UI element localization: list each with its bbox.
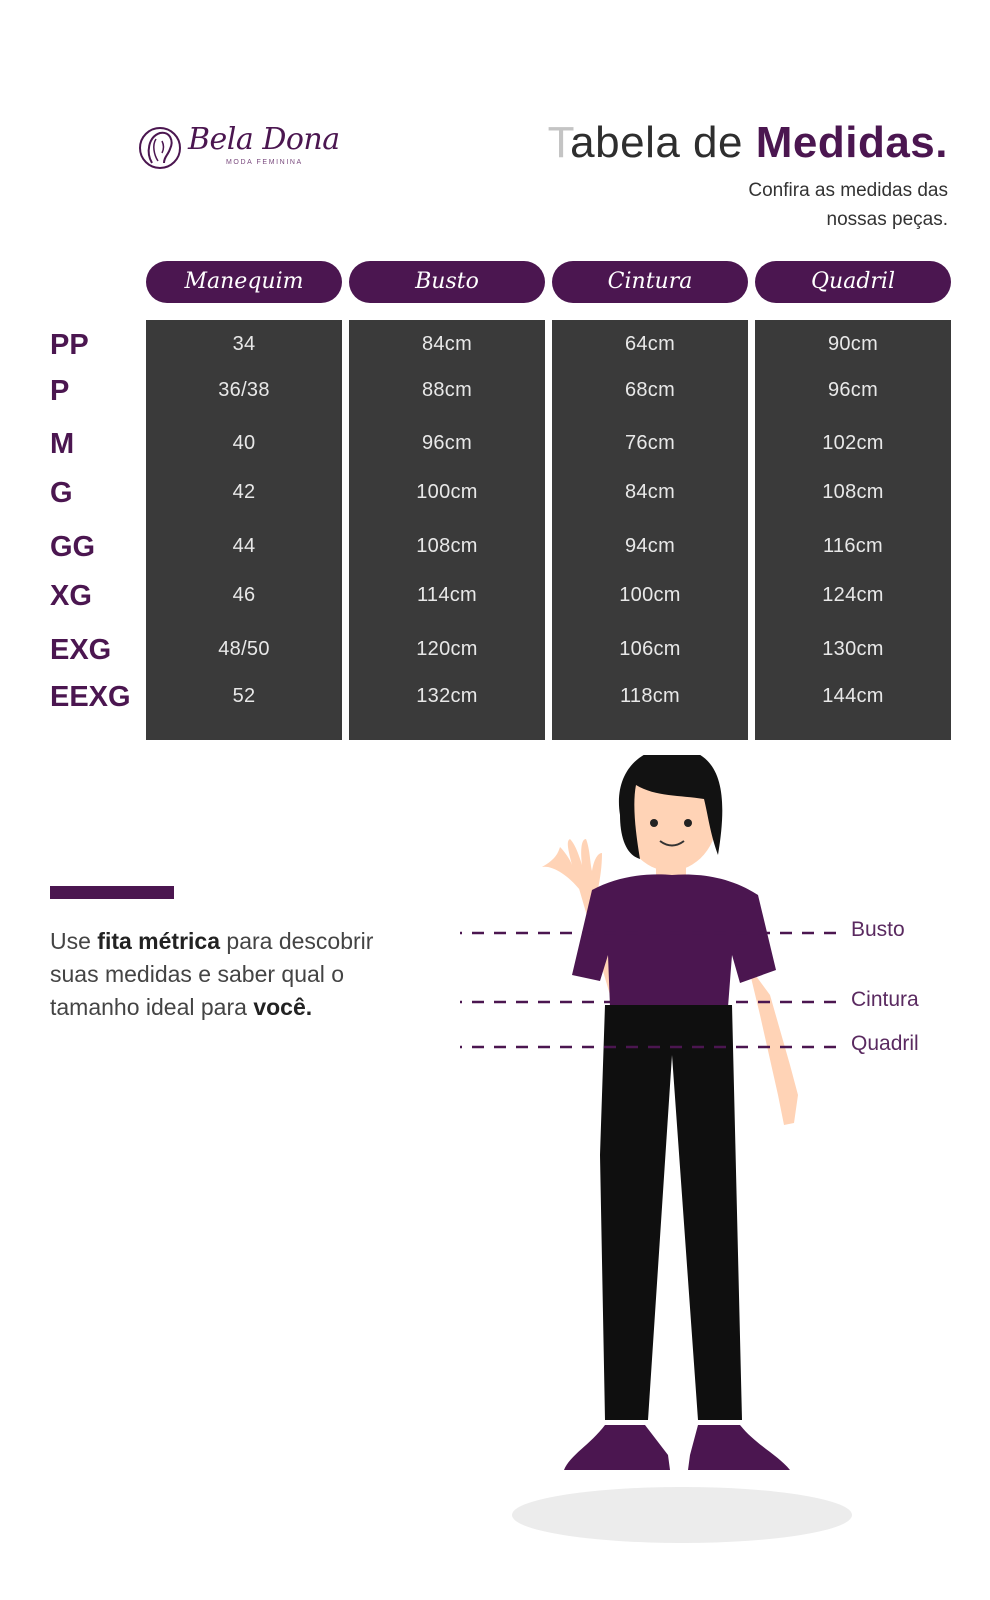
brand-name: Bela Dona — [188, 122, 340, 157]
column-busto — [349, 320, 545, 740]
table-cell: 36/38 — [218, 379, 270, 401]
table-cell: 108cm — [416, 535, 478, 557]
table-cell: 96cm — [421, 432, 473, 454]
measure-label-busto: Busto — [851, 918, 905, 941]
measure-label-quadril: Quadril — [851, 1032, 919, 1055]
table-cell: 84cm — [624, 481, 676, 503]
table-cell: 124cm — [822, 584, 884, 606]
table-cell: 118cm — [619, 685, 681, 707]
table-cell: 94cm — [624, 535, 676, 557]
table-cell: 52 — [232, 685, 256, 707]
table-cell: 130cm — [822, 638, 884, 660]
column-manequim — [146, 320, 342, 740]
measuring-tip — [50, 925, 410, 1024]
page-title — [548, 118, 948, 168]
table-cell: 108cm — [822, 481, 884, 503]
tip-bold-2: você. — [253, 994, 313, 1020]
brand-logo — [138, 122, 338, 174]
measure-label-cintura: Cintura — [851, 988, 919, 1011]
table-cell: 132cm — [416, 685, 478, 707]
table-cell: 90cm — [827, 333, 879, 355]
table-cell: 100cm — [619, 584, 681, 606]
table-cell: 114cm — [416, 584, 478, 606]
brand-tagline: MODA FEMININA — [226, 159, 303, 166]
tip-bold-1: fita métrica — [97, 928, 221, 954]
size-label-p: P — [50, 375, 70, 407]
table-cell: 96cm — [827, 379, 879, 401]
table-cell: 64cm — [624, 333, 676, 355]
accent-bar — [50, 886, 174, 899]
title-fade-letter: T — [547, 118, 571, 167]
table-cell: 68cm — [624, 379, 676, 401]
size-label-pp: PP — [50, 329, 89, 361]
table-cell: 88cm — [421, 379, 473, 401]
table-cell: 84cm — [421, 333, 473, 355]
table-cell: 76cm — [624, 432, 676, 454]
table-cell: 116cm — [822, 535, 884, 557]
subtitle-line2: nossas peças. — [826, 209, 948, 230]
size-label-g: G — [50, 477, 73, 509]
table-cell: 48/50 — [218, 638, 270, 660]
column-header-busto: Busto — [349, 261, 545, 303]
tip-text-1: Use — [50, 928, 98, 954]
table-cell: 120cm — [416, 638, 478, 660]
column-header-quadril: Quadril — [755, 261, 951, 303]
table-cell: 44 — [232, 535, 256, 557]
size-label-m: M — [50, 428, 75, 460]
size-label-xg: XG — [50, 580, 92, 612]
subtitle-line1: Confira as medidas das — [748, 180, 948, 201]
column-header-manequim: Manequim — [146, 261, 342, 303]
table-cell: 102cm — [822, 432, 884, 454]
column-quadril — [755, 320, 951, 740]
title-part2: Medidas. — [755, 118, 948, 167]
table-cell: 46 — [232, 584, 256, 606]
table-cell: 34 — [232, 333, 256, 355]
column-cintura — [552, 320, 748, 740]
table-cell: 100cm — [416, 481, 478, 503]
tip-text-2: para descobrir suas medidas e saber qual o tamanho ideal para — [50, 928, 374, 1020]
size-label-eexg: EEXG — [50, 681, 131, 713]
title-part1: abela de — [570, 118, 756, 167]
size-label-gg: GG — [50, 531, 96, 563]
table-cell: 106cm — [619, 638, 681, 660]
table-cell: 144cm — [822, 685, 884, 707]
table-cell: 42 — [232, 481, 256, 503]
column-header-cintura: Cintura — [552, 261, 748, 303]
page-subtitle — [648, 176, 948, 234]
table-cell: 40 — [232, 432, 256, 454]
woman-silhouette-icon — [138, 125, 182, 171]
size-label-exg: EXG — [50, 634, 112, 666]
woman-figure-illustration — [460, 755, 960, 1555]
